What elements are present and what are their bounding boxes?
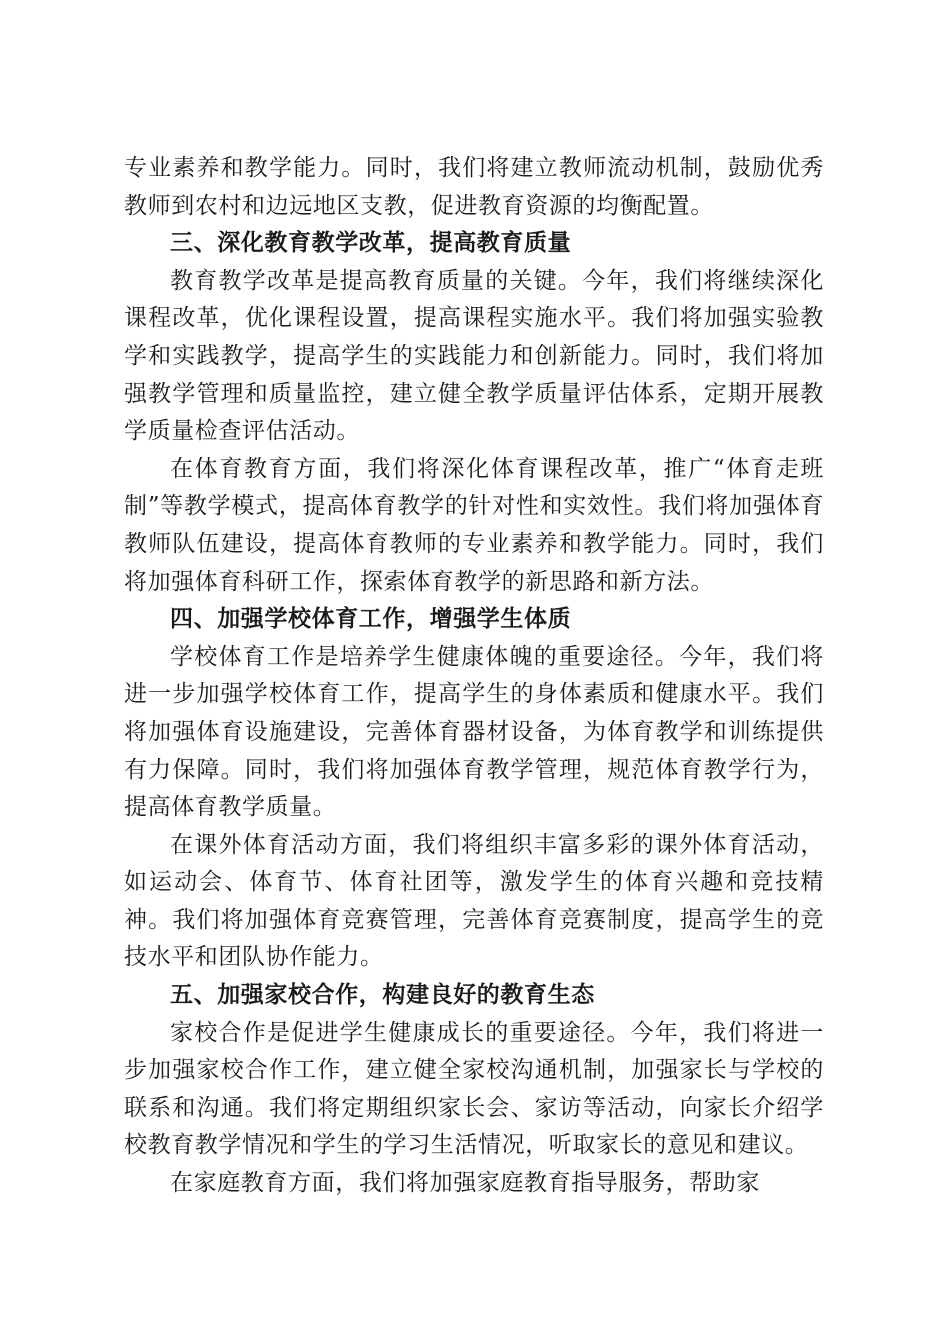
paragraph-continuation: 专业素养和教学能力。同时，我们将建立教师流动机制，鼓励优秀教师到农村和边远地区支教，促进教育资源的均衡配置。 <box>124 155 824 219</box>
paragraph-school-sports: 学校体育工作是培养学生健康体魄的重要途径。今年，我们将进一步加强学校体育工作，提高学生的身体素质和健康水平。我们将加强体育设施建设，完善体育器材设备，为体育教学和训练提供有力保障。同时，我们将加强体育教学管理，规范体育教学行为，提高体育教学质量。 <box>124 643 824 821</box>
section-heading-five: 五、加强家校合作，构建良好的教育生态 <box>170 982 595 1009</box>
section-heading-four: 四、加强学校体育工作，增强学生体质 <box>170 606 572 633</box>
section-heading-three: 三、深化教育教学改革，提高教育质量 <box>170 230 572 257</box>
paragraph-family-education: 在家庭教育方面，我们将加强家庭教育指导服务，帮助家 <box>170 1170 760 1197</box>
paragraph-teaching-reform: 教育教学改革是提高教育质量的关键。今年，我们将继续深化课程改革，优化课程设置，提高课程实施水平。我们将加强实验教学和实践教学，提高学生的实践能力和创新能力。同时，我们将加强教学管理和质量监控，建立健全教学质量评估体系，定期开展教学质量检查评估活动。 <box>124 267 824 445</box>
paragraph-home-school-cooperation: 家校合作是促进学生健康成长的重要途径。今年，我们将进一步加强家校合作工作，建立健全家校沟通机制，加强家长与学校的联系和沟通。我们将定期组织家长会、家访等活动，向家长介绍学校教育教学情况和学生的学习生活情况，听取家长的意见和建议。 <box>124 1019 824 1159</box>
paragraph-extracurricular-sports: 在课外体育活动方面，我们将组织丰富多彩的课外体育活动，如运动会、体育节、体育社团等，激发学生的体育兴趣和竞技精神。我们将加强体育竞赛管理，完善体育竞赛制度，提高学生的竞技水平和团队协作能力。 <box>124 831 824 971</box>
document-body <box>124 150 824 1203</box>
paragraph-pe-education: 在体育教育方面，我们将深化体育课程改革，推广“体育走班制”等教学模式，提高体育教学的针对性和实效性。我们将加强体育教师队伍建设，提高体育教师的专业素养和教学能力。同时，我们将加强体育科研工作，探索体育教学的新思路和新方法。 <box>124 455 824 595</box>
